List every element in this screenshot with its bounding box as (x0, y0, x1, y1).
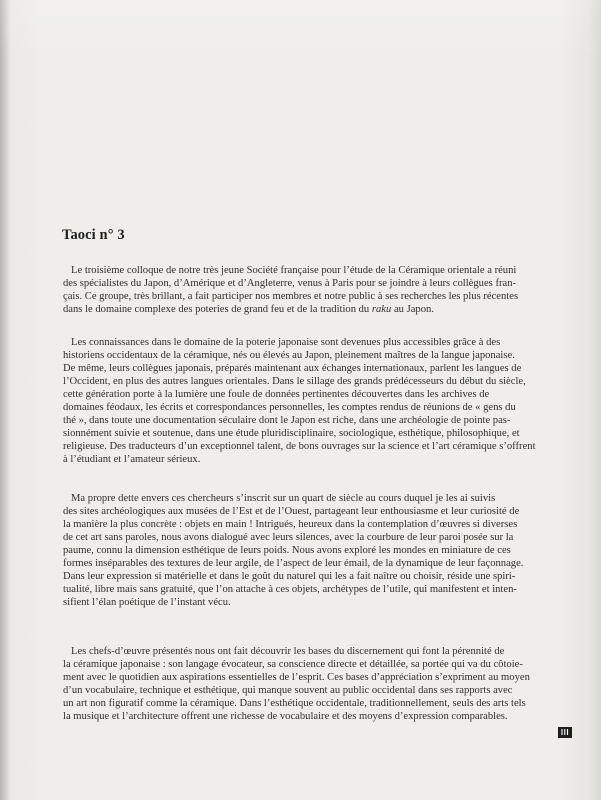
raku-term: raku (371, 304, 392, 316)
page-glare (0, 0, 601, 60)
page-heading: Taoci n° 3 (62, 227, 125, 243)
text-line: dans le domaine complexe des poteries de grand feu et de la tradition du raku au Japon. (63, 304, 434, 316)
text-line: de cet art sans paroles, nous avons dialogué avec leurs silences, avec la courbure de leur paroi posée sur la (63, 532, 514, 544)
text-line: tualité, libre mais sans gratuité, que l’on attache à ces objets, archétypes de l’utile, qui manifestent et inten- (63, 584, 517, 596)
text-line: sifient l’élan poétique de l’instant vécu. (63, 597, 231, 609)
text-line: la musique et l’architecture offrent une richesse de vocabulaire et des moyens d’expression comparables. (63, 711, 508, 723)
text-line: l’Occident, en plus des autres langues orientales. Dans le sillage des grands prédécesseurs du début du siècle, (63, 376, 526, 388)
spine-shadow (0, 0, 10, 800)
text-line: la céramique japonaise : son langage évocateur, sa conscience directe et détaillée, sa portée qui va du côtoie- (63, 659, 523, 671)
page-number: III (558, 727, 572, 738)
text-line: des sites archéologiques aux musées de l’Est et de l’Ouest, partageant leur enthousiasme et leur curiosité de (63, 506, 520, 518)
text-line: paume, connu la dimension esthétique de leurs poids. Nous avons exploré les mondes en miniature de ces (63, 545, 511, 557)
paragraph-4 (63, 645, 537, 723)
text-line: De même, leurs collègues japonais, préparés maintenant aux échanges internationaux, parlent les langues de (63, 363, 522, 375)
paragraph-2 (63, 336, 537, 466)
text-line: Le troisième colloque de notre très jeune Société française pour l’étude de la Céramique orientale a réuni (71, 265, 517, 276)
text-line: formes inséparables des textures de leur argile, de l’aspect de leur émail, de la dynamique de leur façonnage. (63, 558, 524, 570)
text-line: à l’étudiant et l’amateur sérieux. (63, 454, 201, 466)
text-line: domaines féodaux, les écrits et correspondances personnelles, les comptes rendus de réunions de « gens du (63, 402, 516, 414)
text-line: la manière la plus concrète : objets en main ! Intrigués, heureux dans la contemplation d’œuvres si diverses (63, 519, 518, 531)
text-line: d’un vocabulaire, technique et esthétique, qui manque souvent au public occidental dans ses rapports avec (63, 685, 513, 697)
text-line: un art non figuratif comme la céramique. Dans l’esthétique occidentale, traditionnellement, seuls des arts tels (63, 698, 526, 710)
text-line: Les chefs-d’œuvre présentés nous ont fait découvrir les bases du discernement qui font la pérennité de (71, 646, 505, 657)
text-line: çais. Ce groupe, très brillant, a fait participer nos membres et notre public à ses recherches les plus récentes (63, 291, 519, 303)
text-line: sionnément suivie et soutenue, dans une étude pluridisciplinaire, sociologique, esthétique, philosophique, et (63, 428, 520, 440)
paragraph-1 (63, 264, 537, 316)
paragraph-3 (63, 492, 537, 609)
text-line: ment avec le quotidien aux aspirations essentielles de l’esprit. Ces bases d’appréciation s’expriment au moyen (63, 672, 530, 684)
text-line: Les connaissances dans le domaine de la poterie japonaise sont devenues plus accessibles grâce à des (71, 337, 501, 348)
text-line: cette génération porte à la lumière une foule de données pertinentes découvertes dans les archives de (63, 389, 490, 401)
text-line: Dans leur expression si matérielle et dans le goût du naturel qui les a fait naître ou choisir, réside une spiri- (63, 571, 516, 583)
text-line: thé », dans toute une documentation séculaire dont le Japon est riche, dans une archéologie de pointe pas- (63, 415, 511, 427)
text-line: des spécialistes du Japon, d’Amérique et d’Angleterre, venus à Paris pour se joindre à leurs collègues fran- (63, 278, 517, 290)
text-line: Ma propre dette envers ces chercheurs s’inscrit sur un quart de siècle au cours duquel je les ai suivis (71, 493, 496, 504)
text-line: religieuse. Des traducteurs d’un exceptionnel talent, de bons ouvrages sur la science et l’art céramique s’offrent (63, 441, 536, 453)
text-line: historiens occidentaux de la céramique, nés ou élevés au Japon, pleinement maîtres de la langue japonaise. (63, 350, 515, 362)
